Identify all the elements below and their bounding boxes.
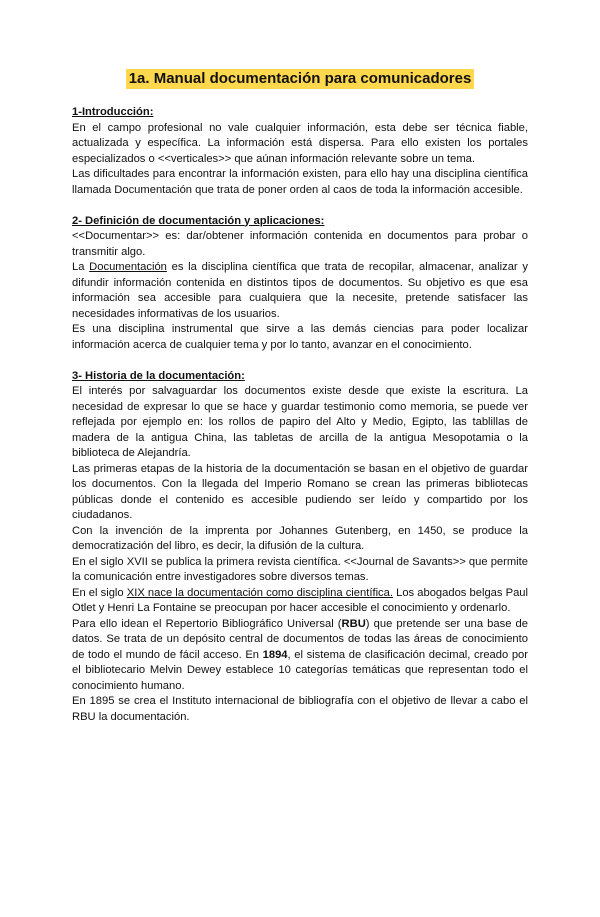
- history-p6-a: Para ello idean el Repertorio Bibliográfico Universal (: [72, 617, 342, 630]
- section-heading-definition: 2- Definición de documentación y aplicaciones:: [72, 214, 325, 227]
- document-title: 1a. Manual documentación para comunicadores: [126, 69, 475, 89]
- intro-paragraph-2: Las dificultades para encontrar la información existen, para ello hay una disciplina científica llamada Documentación que trata de poner orden al caos de toda la información accesible.: [72, 168, 528, 196]
- section-spacer: [72, 353, 528, 369]
- intro-paragraph-1: En el campo profesional no vale cualquier información, esta debe ser técnica fiable, actualizada y específica. La información está dispersa. Para ello existen los portales especializados o <<verticales>> que aúnan información relevante sobre un tema.: [72, 121, 528, 165]
- history-paragraph-4: En el siglo XVII se publica la primera revista científica. <<Journal de Savants>> que permite la comunicación entre investigadores sobre diversos temas.: [72, 555, 528, 583]
- history-p5-underlined: XIX nace la documentación como disciplina científica.: [126, 586, 393, 599]
- history-paragraph-5: [72, 586, 528, 617]
- history-p6-c: , el sistema de clasificación decimal, creado por el bibliotecario Melvin Dewey establece 10 categorías temáticas que representan todo el conocimiento humano.: [72, 648, 528, 692]
- history-paragraph-6: [72, 617, 528, 695]
- document-body: [72, 105, 528, 725]
- rbu-bold: RBU: [341, 617, 366, 630]
- term-documentacion: Documentación: [89, 261, 167, 273]
- year-1894-bold: 1894: [262, 648, 288, 661]
- history-paragraph-1: El interés por salvaguardar los documentos existe desde que existe la escritura. La necesidad de expresar lo que se hace y guardar testimonio como memoria, se puede ver reflejada por ejemplo en: los rollos de papiro del Alto y Medio, Egipto, las tablillas de madera de la antigua China, las tabletas de arcilla de la antigua Mesopotamia o la biblioteca de Alejandría.: [72, 385, 528, 459]
- section-spacer: [72, 198, 528, 214]
- title-wrapper: [72, 69, 528, 89]
- section-heading-history: 3- Historia de la documentación:: [72, 369, 245, 382]
- history-paragraph-7: En 1895 se crea el Instituto internacional de bibliografía con el objetivo de llevar a cabo el RBU la documentación.: [72, 695, 528, 723]
- history-p5-rest: Los abogados belgas Paul Otlet y Henri La Fontaine se preocupan por hacer accesible el conocimiento y ordenarlo.: [72, 586, 528, 614]
- document-page: [0, 69, 600, 917]
- definition-p2-rest: es la disciplina científica que trata de recopilar, almacenar, analizar y difundir información contenida en distintos tipos de documentos. Su objetivo es que esa información sea accesible para cualquiera que la necesite, pretende satisfacer las necesidades informativas de los usuarios.: [72, 261, 528, 320]
- history-p6-b: ) que pretende ser una base de datos. Se trata de un depósito central de documentos de todas las áreas de conocimiento de todo el mundo de fácil acceso. En: [72, 617, 528, 661]
- section-heading-introduction: 1-Introducción:: [72, 106, 154, 118]
- history-p5-prefix: En el siglo: [72, 586, 127, 599]
- definition-p2-prefix: La: [72, 261, 90, 273]
- definition-paragraph-3: Es una disciplina instrumental que sirve a las demás ciencias para poder localizar información acerca de cualquier tema y por lo tanto, avanzar en el conocimiento.: [72, 323, 528, 351]
- history-paragraph-3: Con la invención de la imprenta por Johannes Gutenberg, en 1450, se produce la democratización del libro, es decir, la difusión de la cultura.: [72, 524, 528, 552]
- definition-paragraph-2: [72, 260, 528, 322]
- definition-paragraph-1: <<Documentar>> es: dar/obtener información contenida en documentos para probar o transmitir algo.: [72, 230, 528, 258]
- history-paragraph-2: Las primeras etapas de la historia de la documentación se basan en el objetivo de guardar los documentos. Con la llegada del Imperio Romano se crean las primeras bibliotecas públicas donde el contenido es accesible pudiendo ser leído y compartido por los ciudadanos.: [72, 462, 528, 521]
